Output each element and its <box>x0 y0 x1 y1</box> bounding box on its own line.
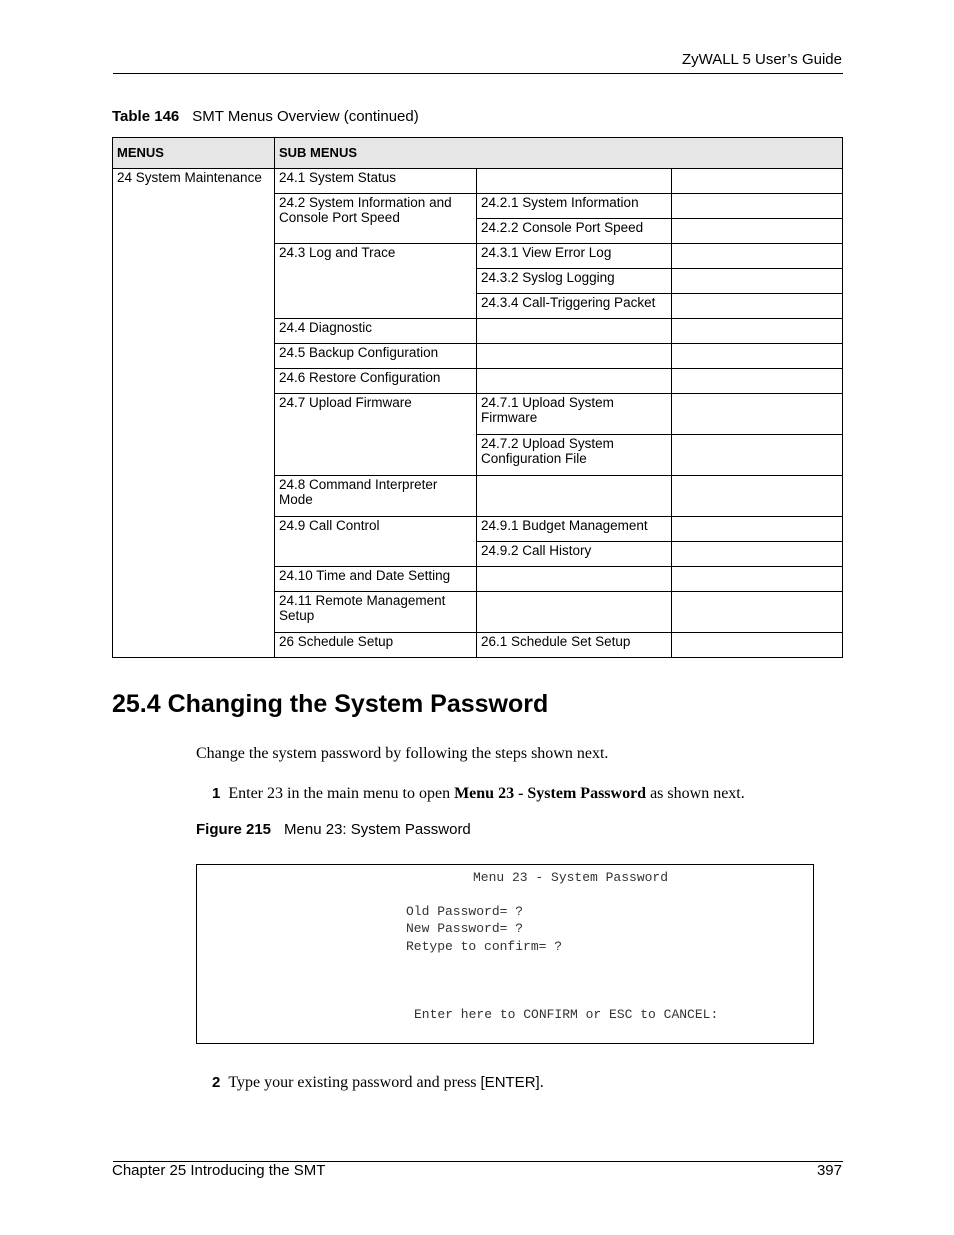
figure-caption <box>196 821 471 838</box>
new-password-field[interactable]: New Password= ? <box>406 921 524 936</box>
sub-menu-cell: 24.5 Backup Configuration <box>275 344 477 369</box>
enter-key-label: [ENTER] <box>480 1074 540 1091</box>
figure-label: Figure 215 <box>196 821 272 838</box>
empty-cell <box>477 476 672 517</box>
menu-cell: 24 System Maintenance <box>113 169 275 658</box>
empty-cell <box>477 567 672 592</box>
sub-menu-cell: 24.7 Upload Firmware <box>275 394 477 476</box>
sub-sub-menu-cell: 24.3.1 View Error Log <box>477 244 672 269</box>
step-text: Enter 23 in the main menu to open <box>228 785 455 802</box>
intro-paragraph: Change the system password by following the steps shown next. <box>196 745 609 762</box>
sub-menu-cell: 24.2 System Information and Console Port Speed <box>275 194 477 244</box>
sub-sub-menu-cell: 24.3.4 Call-Triggering Packet <box>477 294 672 319</box>
step-text: . <box>539 1074 544 1091</box>
empty-cell <box>672 633 843 658</box>
step-1 <box>212 785 745 803</box>
sub-sub-menu-cell: 24.2.2 Console Port Speed <box>477 219 672 244</box>
empty-cell <box>672 435 843 476</box>
col-header-sub-menus: SUB MENUS <box>275 138 843 169</box>
sub-menu-cell: 26.1 Schedule Set Setup <box>477 633 672 658</box>
sub-menu-cell: 24.8 Command Interpreter Mode <box>275 476 477 517</box>
empty-cell <box>672 294 843 319</box>
step-number: 2 <box>212 1074 221 1091</box>
empty-cell <box>672 319 843 344</box>
empty-cell <box>672 592 843 633</box>
header-rule <box>113 73 843 74</box>
old-password-field[interactable]: Old Password= ? <box>406 904 524 919</box>
empty-cell <box>672 394 843 435</box>
table-caption <box>112 108 419 125</box>
sub-menu-cell: 24.3 Log and Trace <box>275 244 477 319</box>
sub-menu-cell: 24.1 System Status <box>275 169 477 194</box>
empty-cell <box>672 244 843 269</box>
empty-cell <box>672 369 843 394</box>
table-caption-label: Table 146 <box>112 108 180 125</box>
sub-sub-menu-cell: 24.7.2 Upload System Configuration File <box>477 435 672 476</box>
sub-menu-cell: 24.11 Remote Management Setup <box>275 592 477 633</box>
screen-title: Menu 23 - System Password <box>473 870 669 885</box>
page-number: 397 <box>816 1162 842 1179</box>
step-text: as shown next. <box>646 785 745 802</box>
table-header-row <box>113 138 843 169</box>
sub-sub-menu-cell: 24.7.1 Upload System Firmware <box>477 394 672 435</box>
table-row <box>113 169 843 194</box>
retype-password-field[interactable]: Retype to confirm= ? <box>406 939 563 954</box>
empty-cell <box>672 542 843 567</box>
empty-cell <box>672 476 843 517</box>
sub-menu-cell: 24.9 Call Control <box>275 517 477 567</box>
empty-cell <box>477 169 672 194</box>
empty-cell <box>672 194 843 219</box>
empty-cell <box>672 169 843 194</box>
running-header: ZyWALL 5 User’s Guide <box>681 51 842 68</box>
empty-cell <box>477 319 672 344</box>
table-caption-text: SMT Menus Overview (continued) <box>192 108 419 125</box>
section-title: 25.4 Changing the System Password <box>112 690 549 718</box>
menu-cell: 26 Schedule Setup <box>275 633 477 658</box>
empty-cell <box>672 567 843 592</box>
empty-cell <box>477 344 672 369</box>
empty-cell <box>672 344 843 369</box>
step-2 <box>212 1074 544 1092</box>
sub-sub-menu-cell: 24.9.1 Budget Management <box>477 517 672 542</box>
terminal-screen <box>196 864 814 1044</box>
figure-text: Menu 23: System Password <box>284 821 471 838</box>
menu-reference: Menu 23 - System Password <box>454 785 647 802</box>
col-header-menus: MENUS <box>113 138 275 169</box>
empty-cell <box>672 517 843 542</box>
sub-sub-menu-cell: 24.2.1 System Information <box>477 194 672 219</box>
empty-cell <box>477 369 672 394</box>
sub-menu-cell: 24.4 Diagnostic <box>275 319 477 344</box>
sub-sub-menu-cell: 24.9.2 Call History <box>477 542 672 567</box>
sub-sub-menu-cell: 24.3.2 Syslog Logging <box>477 269 672 294</box>
empty-cell <box>672 219 843 244</box>
sub-menu-cell: 24.10 Time and Date Setting <box>275 567 477 592</box>
step-number: 1 <box>212 785 221 802</box>
sub-menu-cell: 24.6 Restore Configuration <box>275 369 477 394</box>
step-text: Type your existing password and press <box>228 1074 481 1091</box>
footer-chapter: Chapter 25 Introducing the SMT <box>112 1162 326 1179</box>
empty-cell <box>477 592 672 633</box>
confirm-prompt: Enter here to CONFIRM or ESC to CANCEL: <box>414 1007 719 1022</box>
empty-cell <box>672 269 843 294</box>
smt-menus-table <box>112 137 843 658</box>
